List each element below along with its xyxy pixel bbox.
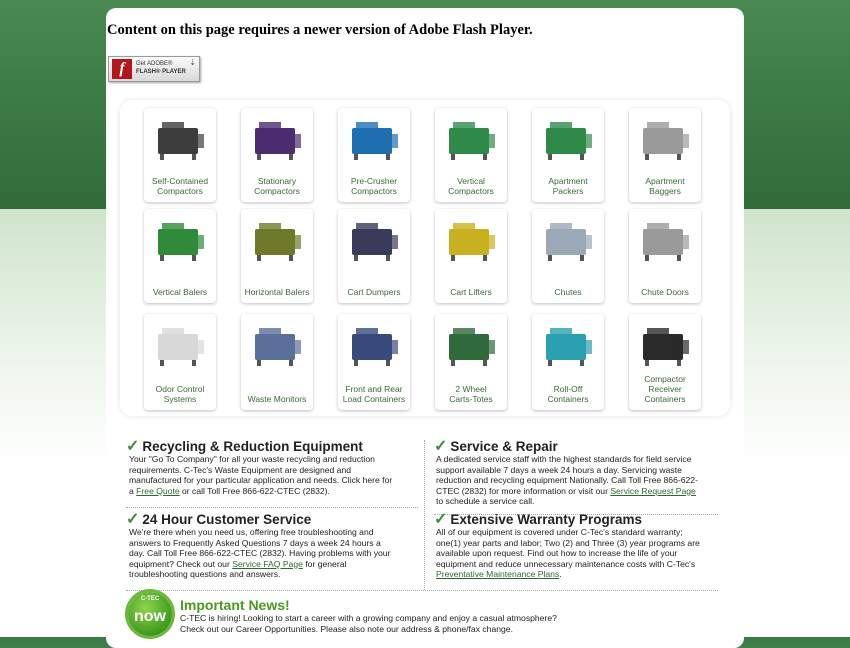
product-card[interactable] xyxy=(241,314,313,410)
product-label-line: Chute Doors xyxy=(641,287,689,297)
product-label xyxy=(532,384,604,404)
product-card[interactable] xyxy=(435,209,507,303)
product-card[interactable] xyxy=(629,314,701,410)
self-contained-compactor-icon xyxy=(150,114,210,168)
chute-icon xyxy=(538,215,598,269)
product-label-line: Compactors xyxy=(351,186,397,196)
flash-player-icon: f xyxy=(112,59,132,79)
product-label-line: Apartment xyxy=(645,176,685,186)
maintenance-plans-link[interactable]: Preventative Maintenance Plans xyxy=(436,569,560,579)
warranty-text xyxy=(436,527,700,580)
free-quote-link[interactable]: Free Quote xyxy=(136,485,180,496)
product-label xyxy=(241,287,313,297)
product-label-line: Systems xyxy=(163,394,197,404)
service-request-link[interactable]: Service Request Page xyxy=(610,485,696,496)
product-label-line: Compactors xyxy=(448,186,494,196)
product-label xyxy=(435,384,507,404)
product-card[interactable] xyxy=(144,209,216,303)
download-arrow-icon: ⇣ xyxy=(189,58,196,67)
apartment-bagger-icon xyxy=(635,114,695,168)
main-panel xyxy=(106,8,744,648)
odor-control-icon xyxy=(150,320,210,374)
recycling-heading xyxy=(126,436,363,456)
product-label-line: Horizontal Balers xyxy=(244,287,310,297)
product-label-line: Waste Monitors xyxy=(247,394,307,404)
product-label-line: Compactors xyxy=(157,186,203,196)
product-card[interactable] xyxy=(629,209,701,303)
recycling-title: Recycling & Reduction Equipment xyxy=(142,439,363,454)
service-faq-link[interactable]: Service FAQ Page xyxy=(232,558,303,569)
support-title: 24 Hour Customer Service xyxy=(142,512,312,527)
news-line: C-TEC is hiring! Looking to start a career with a growing company and enjoy a casual atmosphere? xyxy=(180,613,557,623)
wheel-cart-tote-icon xyxy=(441,320,501,374)
recycling-line: manufactured for your particular application and needs. Click here for xyxy=(129,475,393,485)
ctec-now-badge xyxy=(128,592,172,636)
support-line: equipment? Check out our Service FAQ Page for general xyxy=(129,558,347,569)
flash-button-line2: FLASH® PLAYER xyxy=(136,69,186,75)
warranty-line: available upon request. Find out how to increase the life of your xyxy=(436,548,678,558)
check-icon: ✓ xyxy=(434,511,448,528)
product-label xyxy=(435,287,507,297)
product-card[interactable] xyxy=(144,314,216,410)
news-line: Check out our Career Opportunities. Please also note our address & phone/fax change. xyxy=(180,623,513,634)
product-label-line: Receiver xyxy=(648,384,682,394)
vertical-baler-icon xyxy=(150,215,210,269)
chute-door-icon xyxy=(635,215,695,269)
warranty-line: Preventative Maintenance Plans. xyxy=(436,569,562,579)
product-card[interactable] xyxy=(532,314,604,410)
product-label xyxy=(338,287,410,297)
news-divider xyxy=(126,590,718,591)
product-label-line: Load Containers xyxy=(342,394,406,404)
product-label xyxy=(532,287,604,297)
support-line: day. Call Toll Free 866-622-CTEC (2832). Having problems with your xyxy=(129,548,391,558)
product-card[interactable] xyxy=(338,209,410,303)
product-card[interactable] xyxy=(241,108,313,202)
product-card[interactable] xyxy=(532,108,604,202)
product-label-line: Compactor xyxy=(644,374,686,384)
warranty-line: equipment and reduce unnecessary maintenance costs with C-Tec's xyxy=(436,558,696,569)
recycling-line: requirements. C-Tec's Waste Equipment are designed and xyxy=(129,464,352,475)
product-label xyxy=(532,176,604,196)
product-label-line: Containers xyxy=(547,394,589,404)
product-card[interactable] xyxy=(144,108,216,202)
product-label-line: Carts-Totes xyxy=(449,394,493,404)
stationary-compactor-icon xyxy=(247,114,307,168)
product-card[interactable] xyxy=(435,108,507,202)
product-card[interactable] xyxy=(532,209,604,303)
product-label-line: Packers xyxy=(552,186,584,196)
product-label xyxy=(629,176,701,196)
support-line: answers to Frequently Asked Questions 7 days a week 24 hours a xyxy=(129,537,381,548)
news-text xyxy=(180,613,557,634)
product-label xyxy=(241,394,313,404)
check-icon: ✓ xyxy=(434,438,448,455)
news-title: Important News! xyxy=(180,597,290,613)
service-title: Service & Repair xyxy=(450,439,558,454)
horizontal-baler-icon xyxy=(247,215,307,269)
get-flash-player-button[interactable] xyxy=(108,56,200,82)
pre-crusher-compactor-icon xyxy=(344,114,404,168)
compactor-receiver-container-icon xyxy=(635,320,695,374)
badge-brand: C-TEC xyxy=(140,596,160,602)
flash-button-line1: Get ADOBE® xyxy=(136,61,173,67)
product-label-line: Apartment xyxy=(548,176,588,186)
product-label xyxy=(338,176,410,196)
warranty-line: one(1) year parts and labor; Two (2) and Three (3) year programs are xyxy=(436,537,700,548)
roll-off-container-icon xyxy=(538,320,598,374)
product-grid xyxy=(120,100,730,416)
product-label-line: Vertical Balers xyxy=(152,287,208,297)
cart-lifter-icon xyxy=(441,215,501,269)
waste-monitor-icon xyxy=(247,320,307,374)
service-heading xyxy=(434,436,558,456)
product-label-line: Front and Rear xyxy=(345,384,403,394)
product-label-line: Self-Contained xyxy=(151,176,209,186)
service-line: reduction and recycling equipment Nationally. Call Toll Free 866-622- xyxy=(436,475,698,485)
warranty-title: Extensive Warranty Programs xyxy=(450,512,642,527)
support-line: troubleshooting questions and answers. xyxy=(129,569,281,579)
flash-required-message: Content on this page requires a newer version of Adobe Flash Player. xyxy=(107,22,533,38)
product-card[interactable] xyxy=(338,108,410,202)
service-line: support available 7 days a week 24 hours a day. Servicing waste xyxy=(436,464,682,475)
product-label-line: Cart Lifters xyxy=(450,287,492,297)
product-label-line: Chutes xyxy=(554,287,582,297)
product-label-line: Cart Dumpers xyxy=(347,287,401,297)
product-label-line: Pre-Crusher xyxy=(350,176,398,186)
service-line: A dedicated service staff with the highest standards for field service xyxy=(436,454,692,464)
warranty-heading xyxy=(434,509,642,529)
support-line: We're there when you need us, offering free troubleshooting and xyxy=(129,527,374,537)
service-line: CTEC (2832) for more information or visit our Service Request Page xyxy=(436,485,696,496)
product-label xyxy=(144,176,216,196)
product-label-line: 2 Wheel xyxy=(455,384,487,394)
recycling-line: Your "Go To Company" for all your waste recycling and reduction xyxy=(129,454,375,464)
product-card[interactable] xyxy=(338,314,410,410)
check-icon: ✓ xyxy=(126,438,140,455)
product-label xyxy=(338,384,410,404)
product-label xyxy=(629,287,701,297)
vertical-compactor-icon xyxy=(441,114,501,168)
product-card[interactable] xyxy=(241,209,313,303)
product-label-line: Compactors xyxy=(254,186,300,196)
product-label-line: Baggers xyxy=(649,186,681,196)
service-line: to schedule a service call. xyxy=(436,496,535,506)
column-divider xyxy=(424,440,425,590)
recycling-text xyxy=(129,454,392,496)
product-label xyxy=(629,374,701,404)
support-heading xyxy=(126,509,311,529)
check-icon: ✓ xyxy=(126,511,140,528)
support-text xyxy=(129,527,390,580)
product-label xyxy=(144,384,216,404)
warranty-line: All of our equipment is covered under C-Tec's standard warranty; xyxy=(436,527,683,537)
product-card[interactable] xyxy=(435,314,507,410)
recycling-line: a Free Quote or call Toll Free 866-622-CTEC (2832). xyxy=(129,485,330,496)
product-label xyxy=(144,287,216,297)
product-label xyxy=(435,176,507,196)
product-label-line: Containers xyxy=(644,394,686,404)
apartment-packer-icon xyxy=(538,114,598,168)
product-label-line: Stationary xyxy=(257,176,297,186)
product-label xyxy=(241,176,313,196)
row-divider xyxy=(126,507,418,508)
product-card[interactable] xyxy=(629,108,701,202)
product-label-line: Roll-Off xyxy=(553,384,583,394)
front-rear-load-container-icon xyxy=(344,320,404,374)
product-label-line: Odor Control xyxy=(155,384,205,394)
product-label-line: Vertical xyxy=(457,176,485,186)
service-text xyxy=(436,454,698,507)
badge-now: now xyxy=(134,608,166,625)
cart-dumper-icon xyxy=(344,215,404,269)
